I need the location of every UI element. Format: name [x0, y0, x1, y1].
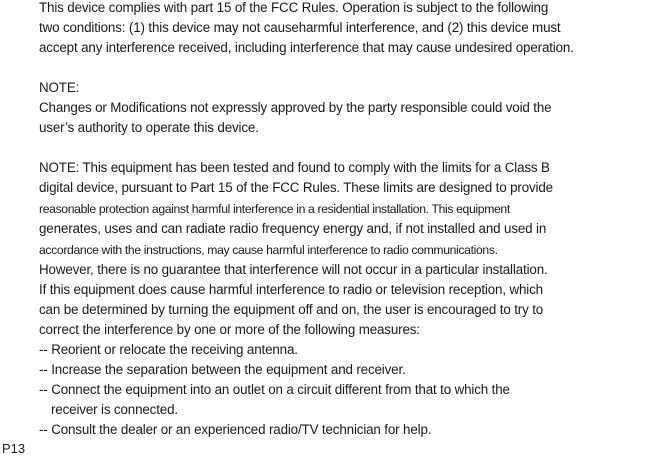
note-2-line-9: correct the interference by one or more of the following measures: [39, 322, 420, 337]
note-1-heading: NOTE: [39, 80, 80, 95]
fcc-statement-line-2: two conditions: (1) this device may not causeharmful interference, and (2) this device must [39, 20, 561, 35]
measure-item-1: -- Reorient or relocate the receiving antenna. [39, 342, 298, 357]
measure-item-3: -- Connect the equipment into an outlet on a circuit different from that to which the [39, 382, 510, 397]
page-number: P13 [2, 441, 26, 456]
measure-item-2: -- Increase the separation between the equipment and receiver. [39, 362, 406, 377]
measure-item-3-continued: receiver is connected. [51, 402, 178, 417]
measure-item-4: -- Consult the dealer or an experienced radio/TV technician for help. [39, 422, 432, 437]
note-2-line-2: digital device, pursuant to Part 15 of the FCC Rules. These limits are designed to provide [39, 180, 553, 195]
note-2-line-5: accordance with the instructions, may cause harmful interference to radio communications. [39, 243, 498, 257]
note-2-line-3: reasonable protection against harmful interference in a residential installation. This equipment [39, 202, 510, 216]
note-2-line-4: generates, uses and can radiate radio frequency energy and, if not installed and used in [39, 221, 547, 236]
note-2-line-1: NOTE: This equipment has been tested and found to comply with the limits for a Class B [39, 160, 550, 175]
note-1-line-1: Changes or Modifications not expressly approved by the party responsible could void the [39, 100, 552, 115]
note-1-line-2: user’s authority to operate this device. [39, 120, 259, 135]
note-2-line-6: However, there is no guarantee that interference will not occur in a particular installation. [39, 262, 548, 277]
note-2-line-8: can be determined by turning the equipment off and on, the user is encouraged to try to [39, 302, 544, 317]
fcc-statement-line-1: This device complies with part 15 of the FCC Rules. Operation is subject to the following [39, 0, 549, 15]
note-2-line-7: If this equipment does cause harmful interference to radio or television reception, which [39, 282, 543, 297]
fcc-statement-line-3: accept any interference received, including interference that may cause undesired operation. [39, 40, 574, 55]
